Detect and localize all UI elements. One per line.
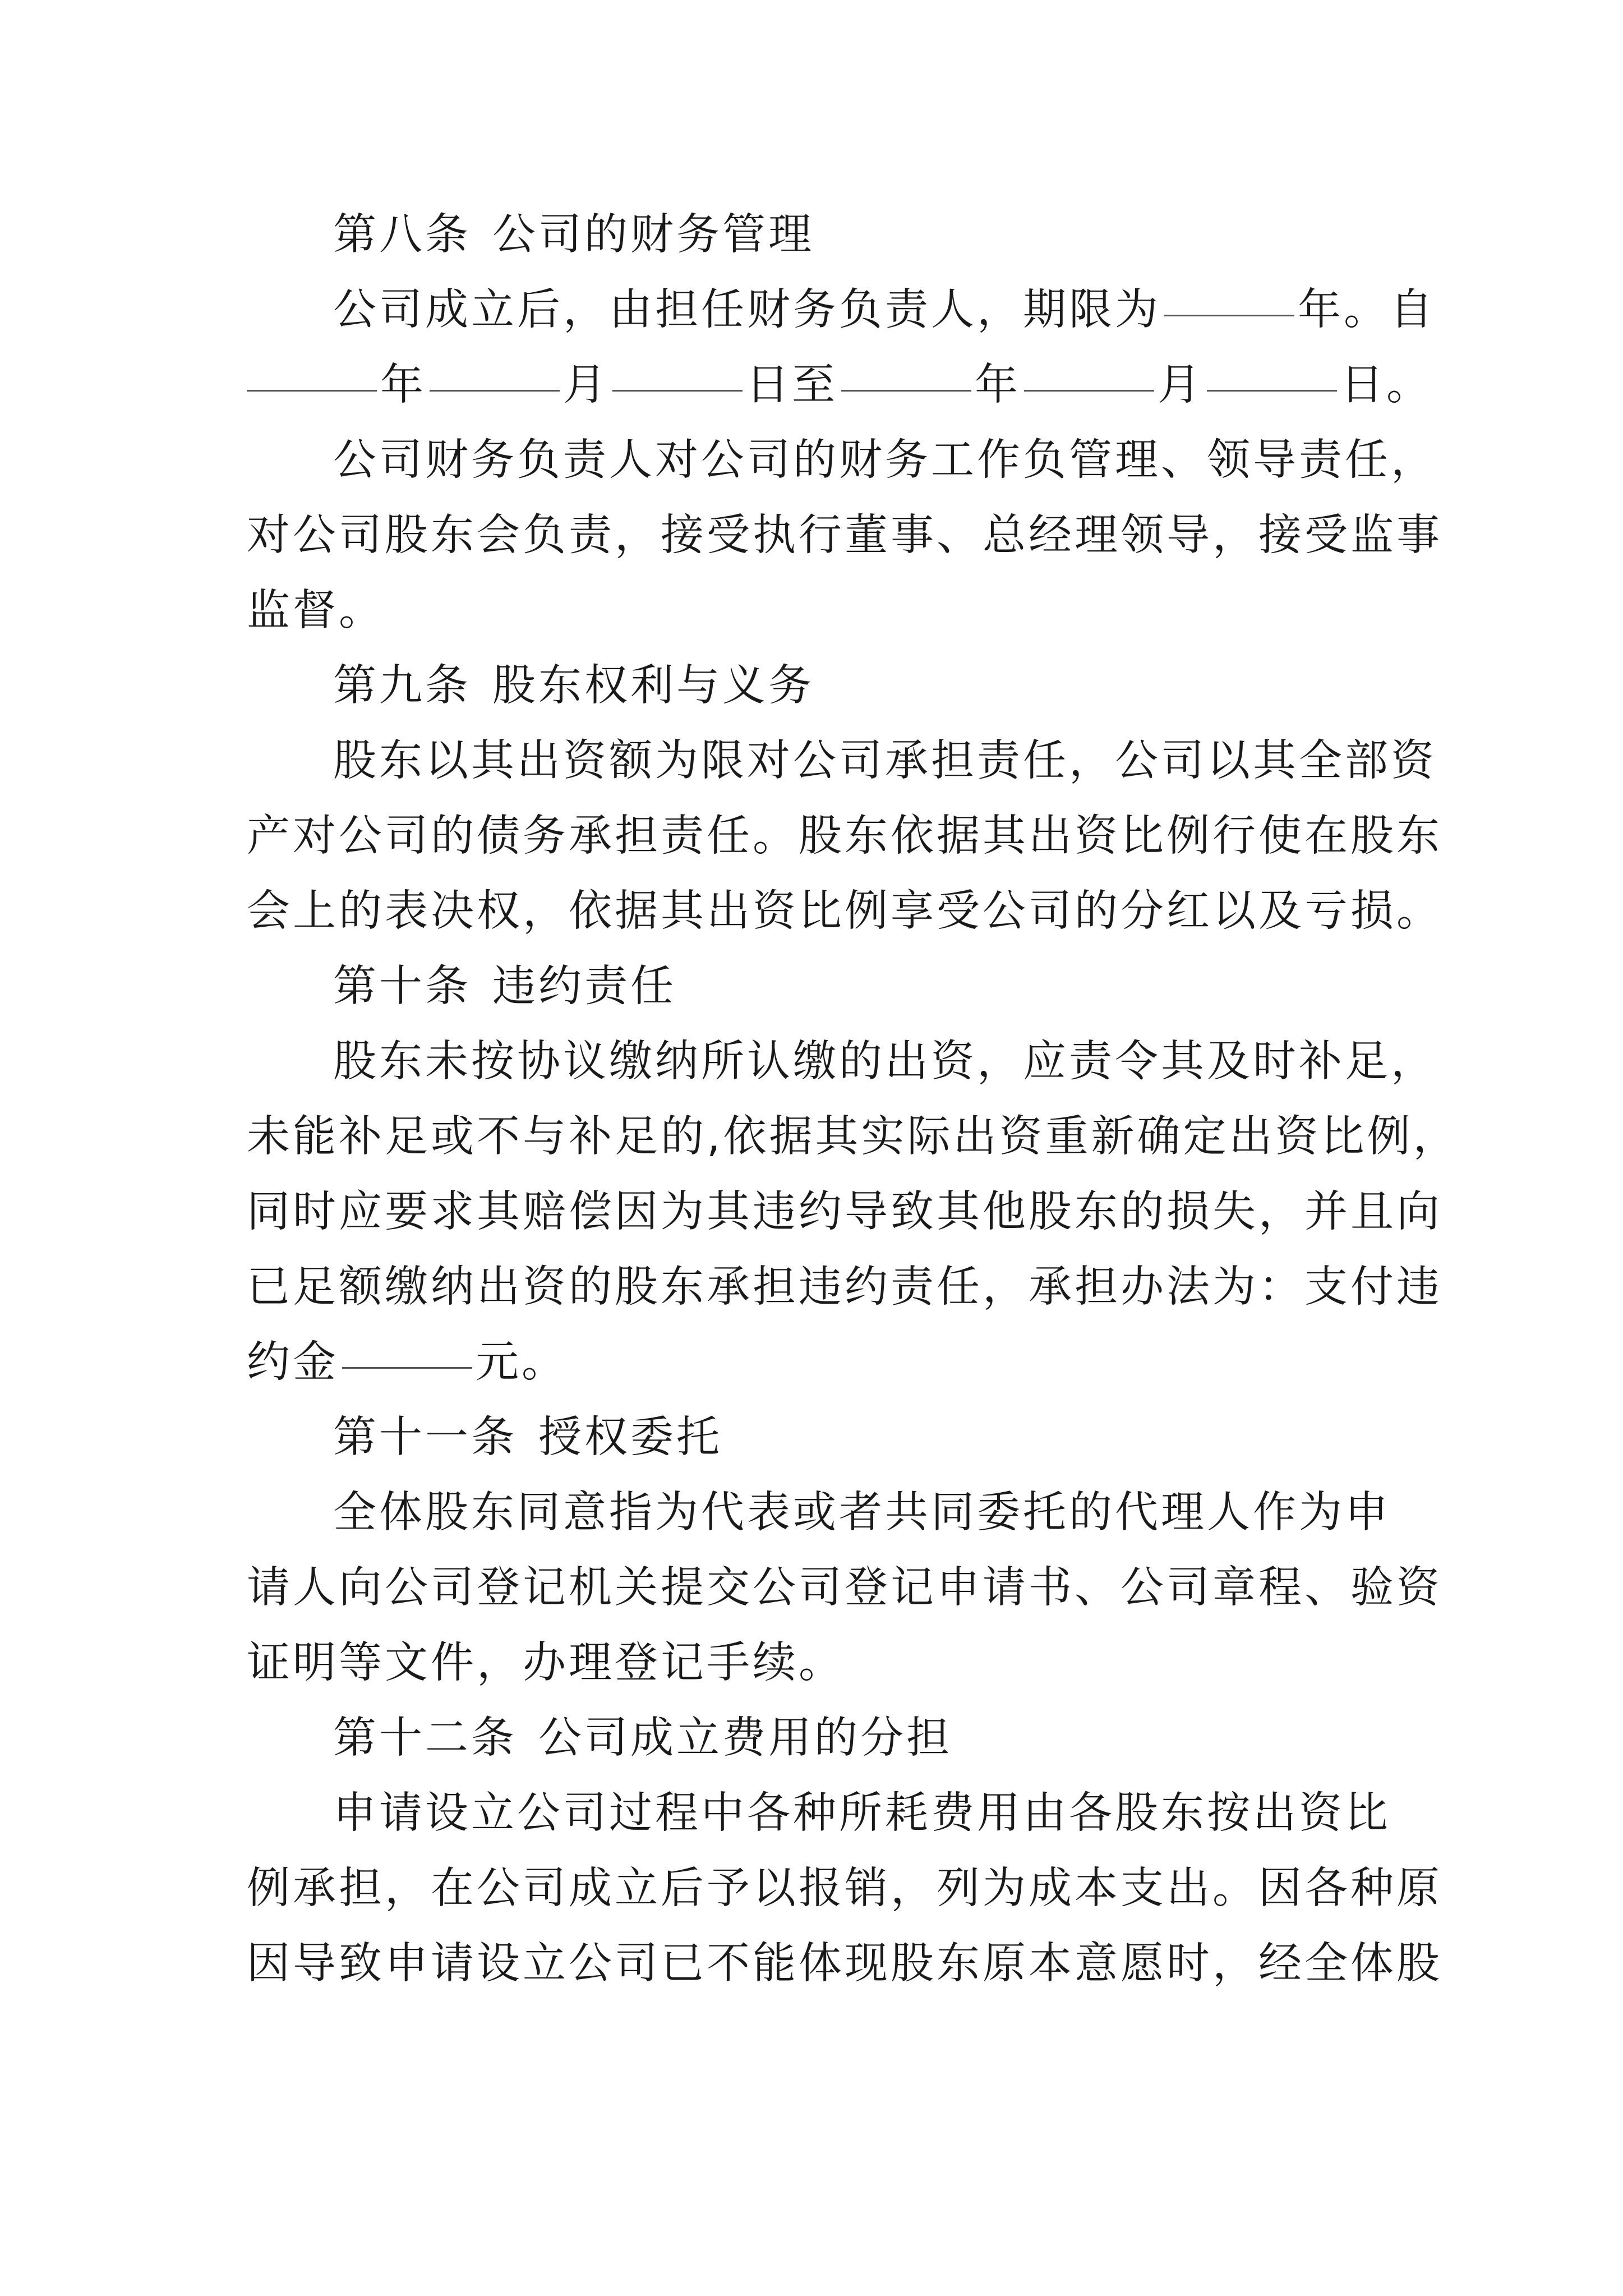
article-number: 第十一条 xyxy=(333,1412,517,1462)
paragraph-line: 因导致申请设立公司已不能体现股东原本意愿时，经全体股 xyxy=(247,1939,1442,1989)
text-run: 年 xyxy=(380,360,426,410)
fill-in-blank xyxy=(841,388,971,392)
article-title: 公司的财务管理 xyxy=(492,210,814,260)
article-11-heading xyxy=(247,1400,1380,1475)
fill-in-blank xyxy=(1207,388,1337,392)
fill-in-blank xyxy=(612,388,743,392)
paragraph-line: 产对公司的债务承担责任。股东依据其出资比例行使在股东 xyxy=(247,811,1442,861)
article-title: 股东权利与义务 xyxy=(492,661,814,711)
article-number: 第八条 xyxy=(333,210,471,260)
text-run: 年 xyxy=(975,360,1021,410)
paragraph-line xyxy=(247,1325,1380,1400)
article-10-heading xyxy=(247,949,1380,1024)
paragraph-line: 例承担，在公司成立后予以报销，列为成本支出。因各种原 xyxy=(247,1864,1442,1913)
paragraph-line xyxy=(247,348,1432,423)
paragraph-line: 请人向公司登记机关提交公司登记申请书、公司章程、验资 xyxy=(247,1563,1442,1613)
article-title: 公司成立费用的分担 xyxy=(538,1713,952,1763)
text-run: 日。 xyxy=(1340,360,1432,410)
article-title: 违约责任 xyxy=(492,961,676,1011)
paragraph-line: 股东未按协议缴纳所认缴的出资，应责令其及时补足， xyxy=(333,1037,1437,1087)
text-run: 月 xyxy=(563,360,609,410)
paragraph-line: 公司财务负责人对公司的财务工作负管理、领导责任， xyxy=(333,435,1437,485)
paragraph-line: 全体股东同意指为代表或者共同委托的代理人作为申 xyxy=(333,1488,1391,1538)
fill-in-blank xyxy=(1164,312,1294,316)
article-number: 第九条 xyxy=(333,661,471,711)
text-run: 月 xyxy=(1158,360,1204,410)
article-12-heading xyxy=(247,1701,1380,1776)
paragraph-line: 证明等文件，办理登记手续。 xyxy=(247,1638,845,1688)
paragraph-line: 对公司股东会负责，接受执行董事、总经理领导，接受监事 xyxy=(247,510,1442,560)
text-run: 日至 xyxy=(746,360,838,410)
text-run: 元。 xyxy=(476,1337,568,1387)
fill-in-blank xyxy=(247,388,377,392)
document-body xyxy=(247,197,1459,2001)
paragraph-line: 未能补足或不与补足的,依据其实际出资重新确定出资比例， xyxy=(247,1112,1459,1162)
fill-in-blank xyxy=(430,388,560,392)
article-8-heading xyxy=(247,197,1380,273)
fill-in-blank xyxy=(342,1365,472,1369)
text-run: 公司成立后，由担任财务负责人，期限为 xyxy=(333,285,1161,335)
text-run: 约金 xyxy=(247,1337,339,1387)
paragraph-line: 会上的表决权，依据其出资比例享受公司的分红以及亏损。 xyxy=(247,886,1442,936)
article-number: 第十二条 xyxy=(333,1713,517,1763)
paragraph-line: 申请设立公司过程中各种所耗费用由各股东按出资比 xyxy=(333,1788,1391,1838)
text-run: 年。自 xyxy=(1298,285,1436,335)
paragraph-line: 监督。 xyxy=(247,586,385,636)
article-9-heading xyxy=(247,648,1380,724)
fill-in-blank xyxy=(1024,388,1154,392)
paragraph-line xyxy=(247,273,1436,348)
paragraph-line: 股东以其出资额为限对公司承担责任，公司以其全部资 xyxy=(333,736,1437,786)
paragraph-line: 同时应要求其赔偿因为其违约导致其他股东的损失，并且向 xyxy=(247,1187,1442,1237)
article-number: 第十条 xyxy=(333,961,471,1011)
article-title: 授权委托 xyxy=(538,1412,722,1462)
paragraph-line: 已足额缴纳出资的股东承担违约责任，承担办法为：支付违 xyxy=(247,1262,1442,1312)
